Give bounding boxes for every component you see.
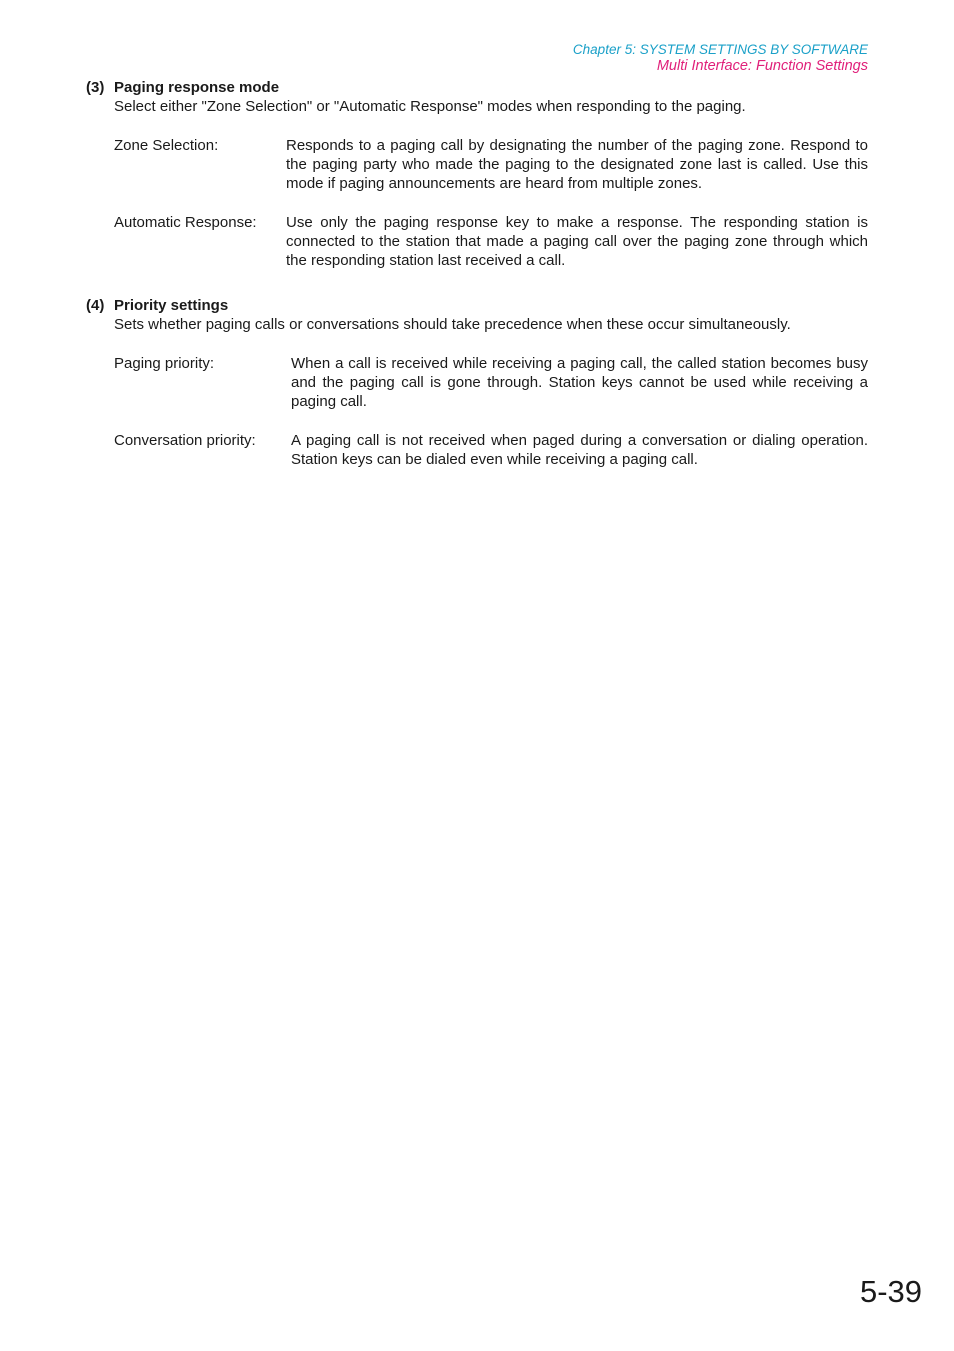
- term-automatic-response: Automatic Response:: [114, 214, 257, 231]
- section-number: (4): [86, 297, 105, 314]
- section-intro: Select either "Zone Selection" or "Automatic Response" modes when responding to the paging.: [114, 98, 746, 115]
- section-title: Paging response mode: [114, 79, 280, 96]
- chapter-header: Chapter 5: SYSTEM SETTINGS BY SOFTWARE: [572, 42, 868, 57]
- section-heading-priority: [86, 297, 228, 314]
- section-header: Multi Interface: Function Settings: [656, 58, 868, 74]
- term-paging-priority: Paging priority:: [114, 355, 215, 372]
- section-heading-paging-response: [86, 79, 279, 96]
- term-zone-selection: Zone Selection:: [114, 137, 219, 154]
- desc-paging-priority: When a call is received while receiving a paging call, the called station becomes busy and the paging call is gone through. Station keys cannot be used while receiving a paging call.: [291, 355, 868, 410]
- section-title: Priority settings: [114, 297, 229, 314]
- term-conversation-priority: Conversation priority:: [114, 432, 256, 449]
- desc-automatic-response: Use only the paging response key to make a response. The responding station is connected to the station that made a paging call over the paging zone through which the responding station last received a call.: [286, 214, 868, 269]
- section-number: (3): [86, 79, 105, 96]
- desc-zone-selection: Responds to a paging call by designating the number of the paging zone. Respond to the paging party who made the paging to the designated zone last is called. Use this mode if paging announcements are heard from multiple zones.: [286, 137, 868, 192]
- section-intro: Sets whether paging calls or conversations should take precedence when these occur simultaneously.: [114, 316, 791, 333]
- page-number: 5-39: [859, 1274, 922, 1309]
- desc-conversation-priority: A paging call is not received when paged during a conversation or dialing operation. Station keys can be dialed even while receiving a paging call.: [291, 432, 868, 468]
